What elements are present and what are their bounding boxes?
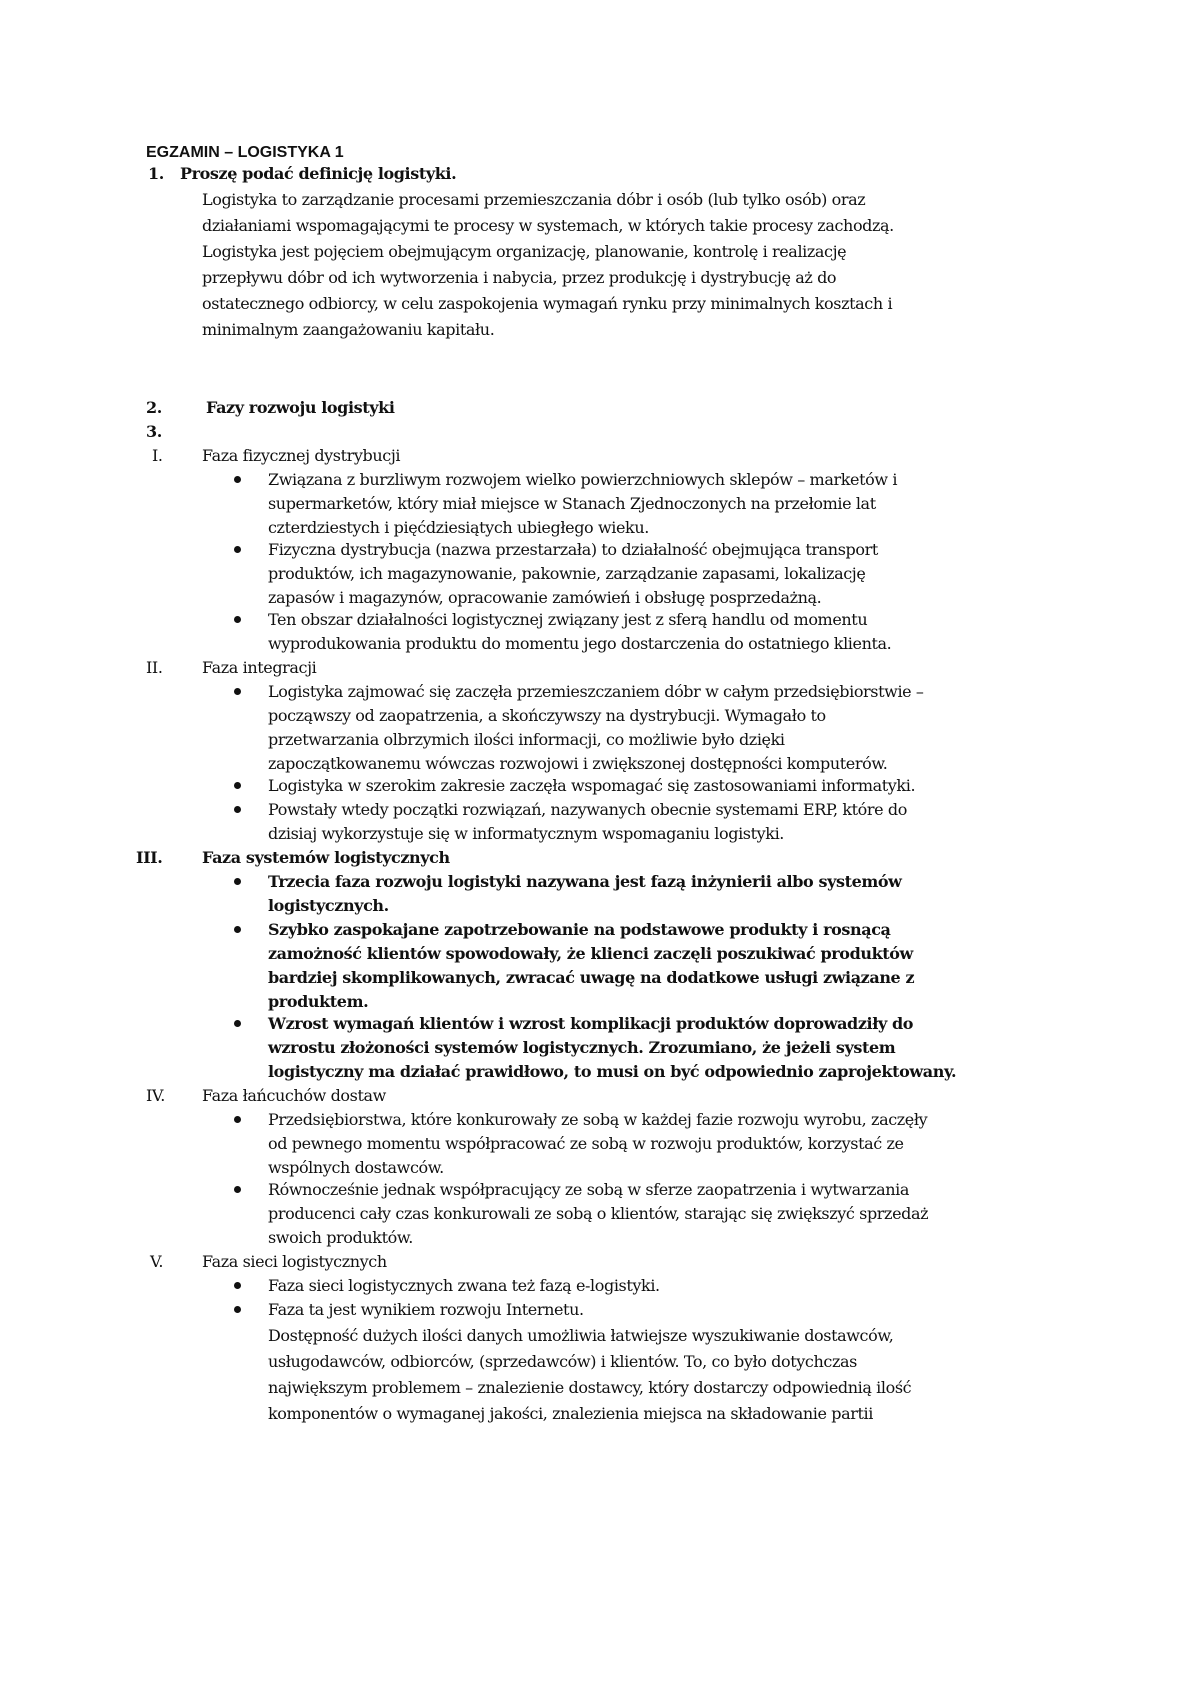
bullet-line: dzisiaj wykorzystuje się w informatycznym wspomaganiu logistyki. xyxy=(268,824,784,843)
bullet-icon xyxy=(234,806,241,813)
phase-5-name: Faza sieci logistycznych xyxy=(202,1252,387,1271)
bullet-line: Logistyka w szerokim zakresie zaczęła wspomagać się zastosowaniami informatyki. xyxy=(268,776,916,795)
continuation-line: usługodawców, odbiorców, (sprzedawców) i klientów. To, co było dotychczas xyxy=(268,1352,857,1371)
phase-2-name: Faza integracji xyxy=(202,658,317,677)
bullet-line: Trzecia faza rozwoju logistyki nazywana jest fazą inżynierii albo systemów xyxy=(268,872,902,891)
bullet-line: Związana z burzliwym rozwojem wielko powierzchniowych sklepów – marketów i xyxy=(268,470,898,489)
bullet-line: bardziej skomplikowanych, zwracać uwagę na dodatkowe usługi związane z xyxy=(268,968,915,987)
bullet-line: supermarketów, który miał miejsce w Stanach Zjednoczonych na przełomie lat xyxy=(268,494,876,513)
bullet-icon xyxy=(234,782,241,789)
question-3-number: 3. xyxy=(146,422,162,441)
bullet-line: Faza ta jest wynikiem rozwoju Internetu. xyxy=(268,1300,584,1319)
phase-5-numeral: V. xyxy=(150,1252,164,1271)
bullet-line: wzrostu złożoności systemów logistycznych. Zrozumiano, że jeżeli system xyxy=(268,1038,896,1057)
document-title: EGZAMIN – LOGISTYKA 1 xyxy=(146,144,344,161)
bullet-line: Logistyka zajmować się zaczęła przemieszczaniem dóbr w całym przedsiębiorstwie – xyxy=(268,682,924,701)
bullet-icon xyxy=(234,878,241,885)
phase-4-numeral: IV. xyxy=(146,1086,165,1105)
definition-line: ostatecznego odbiorcy, w celu zaspokojenia wymagań rynku przy minimalnych kosztach i xyxy=(202,294,893,313)
phase-2-numeral: II. xyxy=(146,658,163,677)
bullet-line: zapasów i magazynów, opracowanie zamówień i obsługę posprzedażną. xyxy=(268,588,822,607)
bullet-line: Równocześnie jednak współpracujący ze sobą w sferze zaopatrzenia i wytwarzania xyxy=(268,1180,910,1199)
continuation-line: Dostępność dużych ilości danych umożliwia łatwiejsze wyszukiwanie dostawców, xyxy=(268,1326,894,1345)
continuation-line: komponentów o wymaganej jakości, znalezienia miejsca na składowanie partii xyxy=(268,1404,873,1423)
bullet-line: Wzrost wymagań klientów i wzrost komplikacji produktów doprowadziły do xyxy=(268,1014,914,1033)
phase-3-numeral: III. xyxy=(136,848,163,867)
bullet-line: począwszy od zaopatrzenia, a skończywszy na dystrybucji. Wymagało to xyxy=(268,706,826,725)
bullet-line: przetwarzania olbrzymich ilości informacji, co możliwie było dzięki xyxy=(268,730,785,749)
bullet-line: logistycznych. xyxy=(268,896,389,915)
definition-line: działaniami wspomagającymi te procesy w systemach, w których takie procesy zachodzą. xyxy=(202,216,894,235)
phase-1-numeral: I. xyxy=(152,446,163,465)
bullet-line: od pewnego momentu współpracować ze sobą w rozwoju produktów, korzystać ze xyxy=(268,1134,904,1153)
bullet-line: wspólnych dostawców. xyxy=(268,1158,444,1177)
bullet-line: Powstały wtedy początki rozwiązań, nazywanych obecnie systemami ERP, które do xyxy=(268,800,907,819)
bullet-icon xyxy=(234,1116,241,1123)
bullet-icon xyxy=(234,1186,241,1193)
bullet-icon xyxy=(234,1306,241,1313)
bullet-line: logistyczny ma działać prawidłowo, to musi on być odpowiednio zaprojektowany. xyxy=(268,1062,957,1081)
phase-3-name: Faza systemów logistycznych xyxy=(202,848,450,867)
continuation-line: największym problemem – znalezienie dostawcy, który dostarczy odpowiednią ilość xyxy=(268,1378,912,1397)
bullet-icon xyxy=(234,926,241,933)
bullet-line: Faza sieci logistycznych zwana też fazą e-logistyki. xyxy=(268,1276,660,1295)
bullet-line: Szybko zaspokajane zapotrzebowanie na podstawowe produkty i rosnącą xyxy=(268,920,891,939)
question-1-number: 1. xyxy=(148,164,164,183)
bullet-line: producenci cały czas konkurowali ze sobą o klientów, starając się zwiększyć sprzedaż xyxy=(268,1204,929,1223)
phase-1-name: Faza fizycznej dystrybucji xyxy=(202,446,401,465)
bullet-line: Przedsiębiorstwa, które konkurowały ze sobą w każdej fazie rozwoju wyrobu, zaczęły xyxy=(268,1110,928,1129)
bullet-line: Fizyczna dystrybucja (nazwa przestarzała) to działalność obejmująca transport xyxy=(268,540,878,559)
question-1-heading: Proszę podać definicję logistyki. xyxy=(180,164,457,183)
bullet-icon xyxy=(234,1282,241,1289)
bullet-line: produktem. xyxy=(268,992,369,1011)
bullet-line: produktów, ich magazynowanie, pakownie, zarządzanie zapasami, lokalizację xyxy=(268,564,866,583)
bullet-line: zapoczątkowanemu wówczas rozwojowi i zwiększonej dostępności komputerów. xyxy=(268,754,888,773)
phase-4-name: Faza łańcuchów dostaw xyxy=(202,1086,386,1105)
bullet-icon xyxy=(234,476,241,483)
definition-line: minimalnym zaangażowaniu kapitału. xyxy=(202,320,495,339)
definition-line: przepływu dóbr od ich wytworzenia i nabycia, przez produkcję i dystrybucję aż do xyxy=(202,268,837,287)
bullet-icon xyxy=(234,688,241,695)
bullet-line: swoich produktów. xyxy=(268,1228,413,1247)
question-2-heading: Fazy rozwoju logistyki xyxy=(206,398,395,417)
bullet-line: Ten obszar działalności logistycznej związany jest z sferą handlu od momentu xyxy=(268,610,868,629)
definition-line: Logistyka to zarządzanie procesami przemieszczania dóbr i osób (lub tylko osób) oraz xyxy=(202,190,866,209)
bullet-icon xyxy=(234,616,241,623)
bullet-icon xyxy=(234,546,241,553)
bullet-line: zamożność klientów spowodowały, że klienci zaczęli poszukiwać produktów xyxy=(268,944,913,963)
bullet-line: czterdziestych i pięćdziesiątych ubiegłego wieku. xyxy=(268,518,649,537)
bullet-icon xyxy=(234,1020,241,1027)
bullet-line: wyprodukowania produktu do momentu jego dostarczenia do ostatniego klienta. xyxy=(268,634,892,653)
definition-line: Logistyka jest pojęciem obejmującym organizację, planowanie, kontrolę i realizację xyxy=(202,242,847,261)
question-2-number: 2. xyxy=(146,398,162,417)
